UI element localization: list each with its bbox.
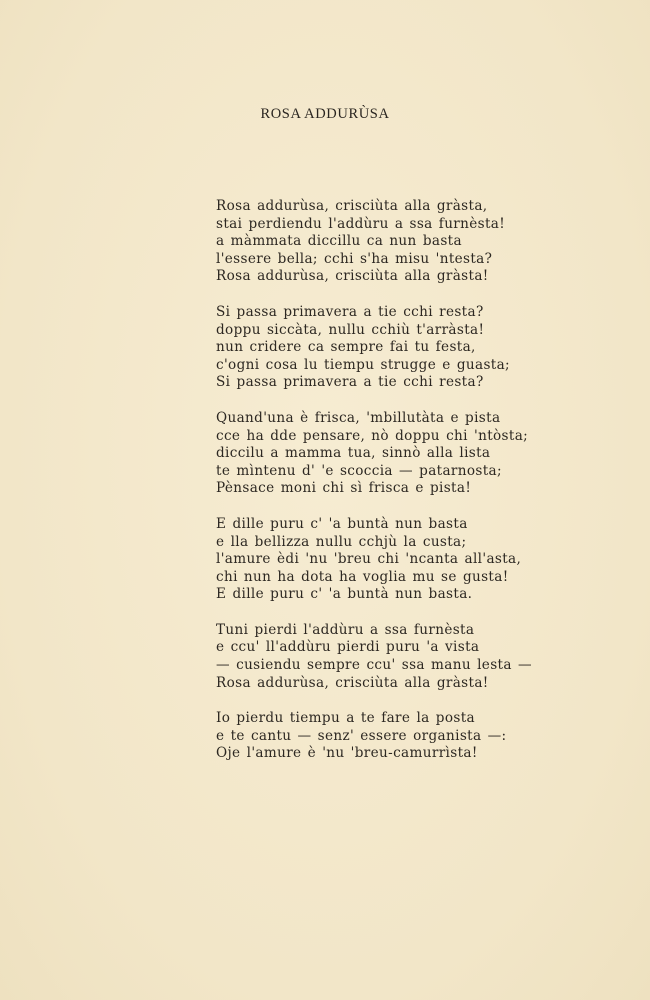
stanza-3	[216, 410, 636, 498]
verse-line: l'essere bella; cchi s'ha misu 'ntesta?	[216, 250, 493, 267]
stanza-2	[216, 304, 636, 392]
verse-line: a màmmata diccillu ca nun basta	[216, 233, 462, 250]
verse-line: Rosa addurùsa, crisciùta alla gràsta!	[216, 268, 489, 285]
stanza-4	[216, 516, 636, 604]
stanza-5	[216, 622, 636, 692]
verse-line: Pènsace moni chi sì frisca e pista!	[216, 480, 472, 497]
verse-line: chi nun ha dota ha voglia mu se gusta!	[216, 568, 509, 585]
verse-line: E dille puru c' 'a buntà nun basta	[216, 515, 468, 532]
verse-line: doppu siccàta, nullu cchiù t'arràsta!	[216, 321, 485, 338]
verse-line: — cusiendu sempre ccu' ssa manu lesta —	[216, 657, 532, 674]
verse-line: e lla bellizza nullu cchjù la custa;	[216, 533, 467, 550]
verse-line: diccilu a mamma tua, sinnò alla lista	[216, 445, 491, 462]
verse-line: Io pierdu tiempu a te fare la posta	[216, 710, 475, 727]
verse-line: e te cantu — senz' essere organista —:	[216, 727, 507, 744]
poem-title: ROSA ADDURÙSA	[260, 106, 390, 122]
verse-line: stai perdiendu l'addùru a ssa furnèsta!	[216, 215, 506, 232]
verse-line: c'ogni cosa lu tiempu strugge e guasta;	[216, 356, 510, 373]
stanza-1	[216, 198, 636, 286]
verse-line: Si passa primavera a tie cchi resta?	[216, 303, 484, 320]
verse-line: Rosa addurùsa, crisciùta alla gràsta!	[216, 674, 489, 691]
verse-line: Oje l'amure è 'nu 'breu-camurrìsta!	[216, 745, 478, 762]
verse-line: Tuni pierdi l'addùru a ssa furnèsta	[216, 621, 475, 638]
verse-line: cce ha dde pensare, nò doppu chi 'ntòsta;	[216, 427, 529, 444]
verse-line: E dille puru c' 'a buntà nun basta.	[216, 586, 473, 603]
verse-line: Quand'una è frisca, 'mbillutàta e pista	[216, 409, 501, 426]
verse-line: Si passa primavera a tie cchi resta?	[216, 374, 484, 391]
verse-line: e ccu' ll'addùru pierdi puru 'a vista	[216, 639, 480, 656]
verse-line: te mìntenu d' 'e scoccia — patarnosta;	[216, 462, 502, 479]
poem-body	[216, 198, 636, 781]
verse-line: nun cridere ca sempre fai tu festa,	[216, 339, 476, 356]
verse-line: Rosa addurùsa, crisciùta alla gràsta,	[216, 198, 488, 214]
verse-line: l'amure èdi 'nu 'breu chi 'ncanta all'asta,	[216, 551, 522, 568]
stanza-6	[216, 710, 636, 763]
